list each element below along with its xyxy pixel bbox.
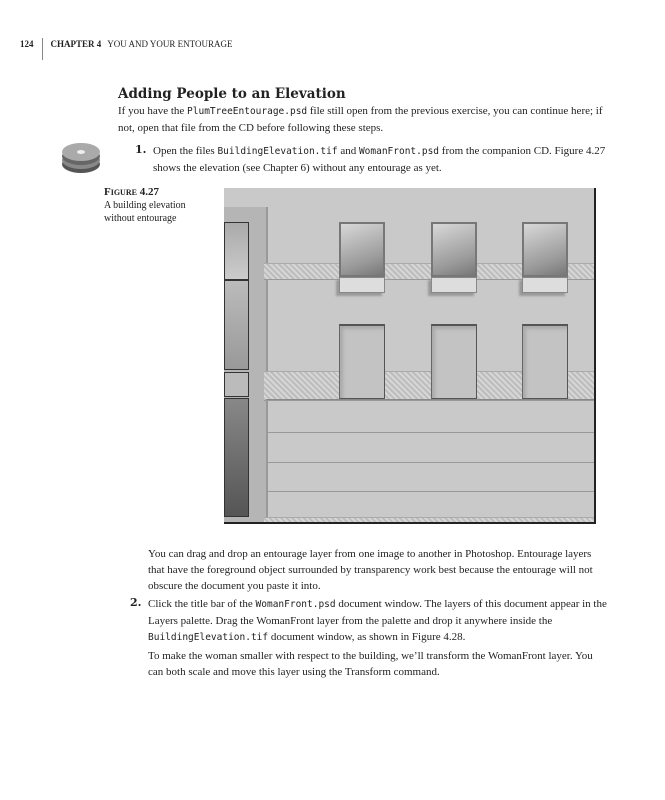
course-line [266, 491, 594, 492]
building-elevation-image [224, 188, 596, 524]
body-paragraph: You can drag and drop an entourage layer from one image to another in Photoshop. Entourage layers that have the foreground object surrounded by transparency work best because the entourage will not obscure the document you paste it into. [148, 548, 593, 592]
step-number: 1. [135, 143, 147, 156]
glass-panel [224, 280, 249, 370]
step-number: 2. [130, 596, 142, 609]
door [431, 324, 477, 399]
course-line [266, 462, 594, 463]
glass-panel [224, 372, 249, 397]
running-header [20, 38, 233, 60]
cd-stack-icon [60, 140, 102, 176]
glass-panel [224, 222, 249, 280]
glass-panel [224, 398, 249, 517]
window-sill [522, 277, 568, 293]
door [339, 324, 385, 399]
course-line [266, 399, 594, 400]
body-paragraph: To make the woman smaller with respect to the building, we’ll transform the WomanFront layer. You can both scale and move this layer using the Transform command. [148, 650, 593, 678]
window [339, 222, 385, 277]
chapter-label: CHAPTER 4 [50, 39, 102, 49]
stone-band [264, 517, 594, 524]
filename: PlumTreeEntourage.psd [187, 106, 308, 117]
window-sill [431, 277, 477, 293]
window [431, 222, 477, 277]
chapter-title: YOU AND YOUR ENTOURAGE [107, 39, 233, 49]
figure-caption [104, 186, 204, 225]
step-1-text: Open the files BuildingElevation.tif and WomanFront.psd from the companion CD. Figure 4.27 shows the elevation (see Chapter 6) without any entourage as yet. [153, 145, 606, 174]
window-sill [339, 277, 385, 293]
figure-label: Figure 4.27 [104, 186, 159, 198]
figure-caption-text: A building elevation without entourage [104, 200, 186, 224]
intro-paragraph: If you have the PlumTreeEntourage.psd file still open from the previous exercise, you can continue here; if not, open that file from the CD before following these steps. [118, 105, 603, 134]
window [522, 222, 568, 277]
page-number: 124 [20, 38, 43, 60]
course-line [266, 432, 594, 433]
step-2-text: Click the title bar of the WomanFront.psd document window. The layers of this document appear in the Layers palette. Drag the WomanFront layer from the palette and drop it anywhere inside the BuildingElevation.tif document window, as shown in Figure 4.28. [148, 598, 607, 643]
door [522, 324, 568, 399]
section-title: Adding People to an Elevation [118, 86, 346, 102]
